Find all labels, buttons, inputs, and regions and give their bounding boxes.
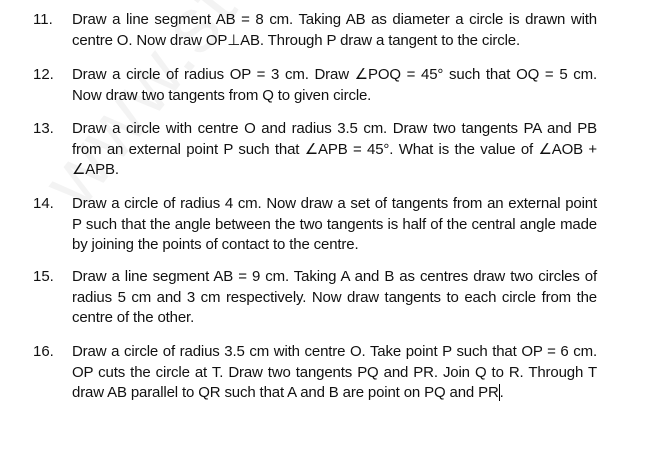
question-item-12 (33, 65, 603, 106)
question-item-11 (33, 10, 603, 51)
question-number: 13. (33, 120, 54, 137)
question-item-15 (33, 267, 603, 329)
question-number: 11. (33, 11, 53, 28)
question-number: 14. (33, 195, 54, 212)
question-item-16 (33, 342, 603, 404)
question-number: 16. (33, 343, 54, 360)
question-text-editable[interactable] (72, 342, 597, 404)
question-text-tail: . (499, 384, 504, 401)
question-number: 15. (33, 268, 54, 285)
question-item-14 (33, 194, 603, 256)
question-text[interactable]: Draw a line segment AB = 9 cm. Taking A and B as centres draw two circles of radius 5 cm and 3 cm respectively. Now draw tangents to each circle from the centre of the other. (72, 268, 597, 326)
question-text[interactable]: Draw a line segment AB = 8 cm. Taking AB as diameter a circle is drawn with centre O. Now draw OP⊥AB. Through P draw a tangent to the circle. (72, 11, 597, 49)
question-item-13 (33, 119, 603, 181)
question-text[interactable]: Draw a circle of radius 4 cm. Now draw a set of tangents from an external point P such that the angle between the two tangents is half of the central angle made by joining the points of contact to the centre. (72, 195, 597, 253)
question-text[interactable]: Draw a circle with centre O and radius 3.5 cm. Draw two tangents PA and PB from an external point P such that ∠APB = 45°. What is the value of ∠AOB + ∠APB. (72, 120, 597, 178)
question-number: 12. (33, 66, 54, 83)
question-text: Draw a circle of radius 3.5 cm with centre O. Take point P such that OP = 6 cm. OP cuts the circle at T. Draw two tangents PQ and PR. Join Q to R. Through T draw AB parallel to QR such that A and B are point on PQ and PR (72, 343, 597, 401)
question-text[interactable]: Draw a circle of radius OP = 3 cm. Draw ∠POQ = 45° such that OQ = 5 cm. Now draw two tangents from Q to given circle. (72, 66, 597, 104)
